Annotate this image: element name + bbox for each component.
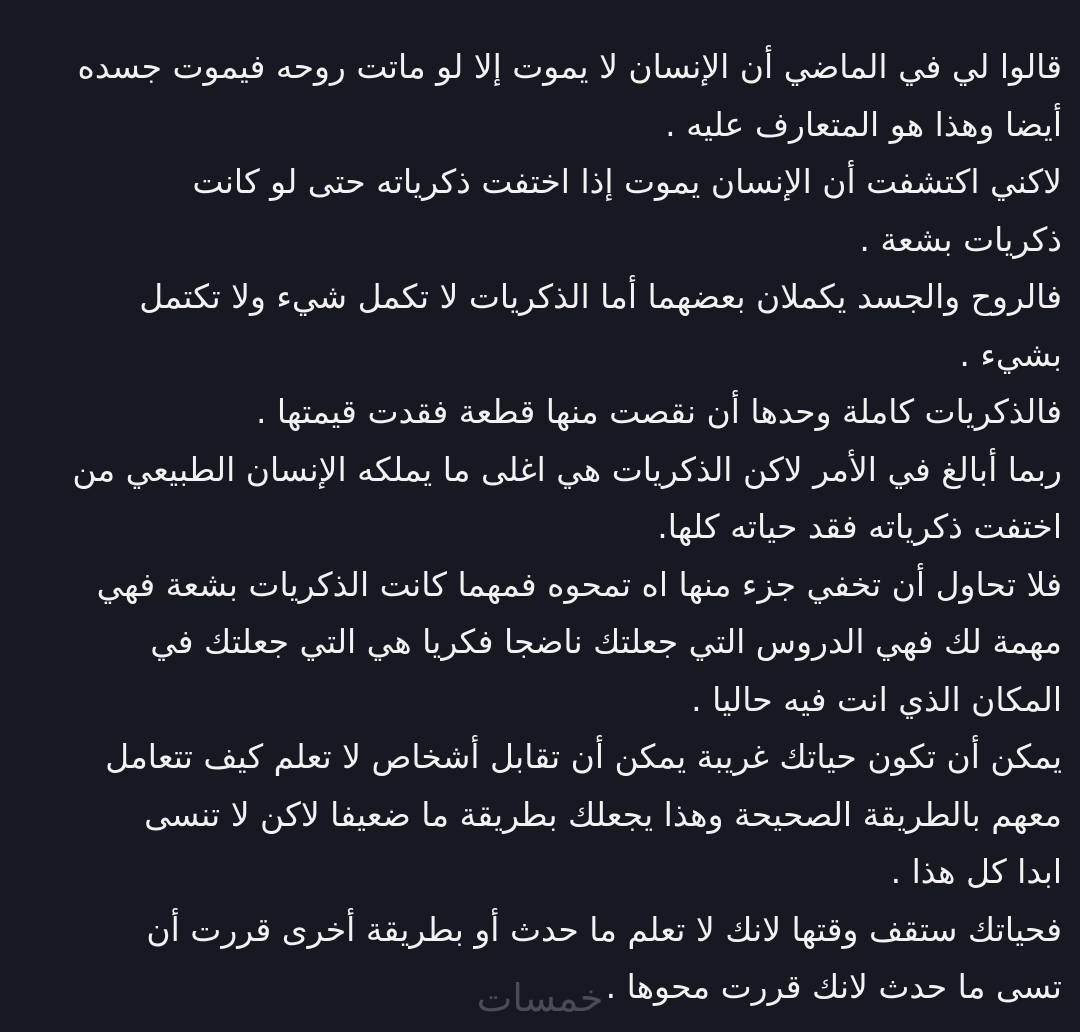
post-line: ربما أبالغ في الأمر لاكن الذكريات هي اغلى ما يملكه الإنسان الطبيعي من: [72, 449, 1062, 489]
watermark-logo: خمسات: [476, 976, 604, 1020]
post-line: مهمة لك فهي الدروس التي جعلتك ناضجا فكريا هي التي جعلتك في: [150, 622, 1062, 661]
post-line: قالوا لي في الماضي أن الإنسان لا يموت إلا لو ماتت روحه فيموت جسده: [77, 47, 1062, 86]
post-line: ابدا كل هذا .: [890, 852, 1062, 891]
post-line: لاكني اكتشفت أن الإنسان يموت إذا اختفت ذكرياته حتى لو كانت: [192, 162, 1062, 201]
post-line: فالروح والجسد يكملان بعضهما أما الذكريات لا تكمل شيء ولا تكتمل: [139, 277, 1062, 316]
post-line: يمكن أن تكون حياتك غريبة يمكن أن تقابل أشخاص لا تعلم كيف تتعامل: [105, 737, 1062, 776]
post-line: فحياتك ستقف وقتها لانك لا تعلم ما حدث أو بطريقة أخرى قررت أن: [146, 909, 1062, 949]
post-body: [18, 38, 1062, 1016]
post-line: ذكريات بشعة .: [859, 219, 1062, 259]
post-line: أيضا وهذا هو المتعارف عليه .: [665, 104, 1062, 144]
post-line: معهم بالطريقة الصحيحة وهذا يجعلك بطريقة ما ضعيفا لاكن لا تنسى: [144, 794, 1062, 834]
post-line: فالذكريات كاملة وحدها أن نقصت منها قطعة فقدت قيمتها .: [255, 392, 1062, 431]
post-line: بشيء .: [959, 334, 1062, 374]
post-line: تسى ما حدث لانك قررت محوها .: [605, 967, 1062, 1006]
post-line: المكان الذي انت فيه حاليا .: [691, 679, 1062, 719]
post-line: فلا تحاول أن تخفي جزء منها اه تمحوه فمهما كانت الذكريات بشعة فهي: [96, 564, 1062, 604]
post-line: اختفت ذكرياته فقد حياته كلها.: [657, 507, 1062, 546]
